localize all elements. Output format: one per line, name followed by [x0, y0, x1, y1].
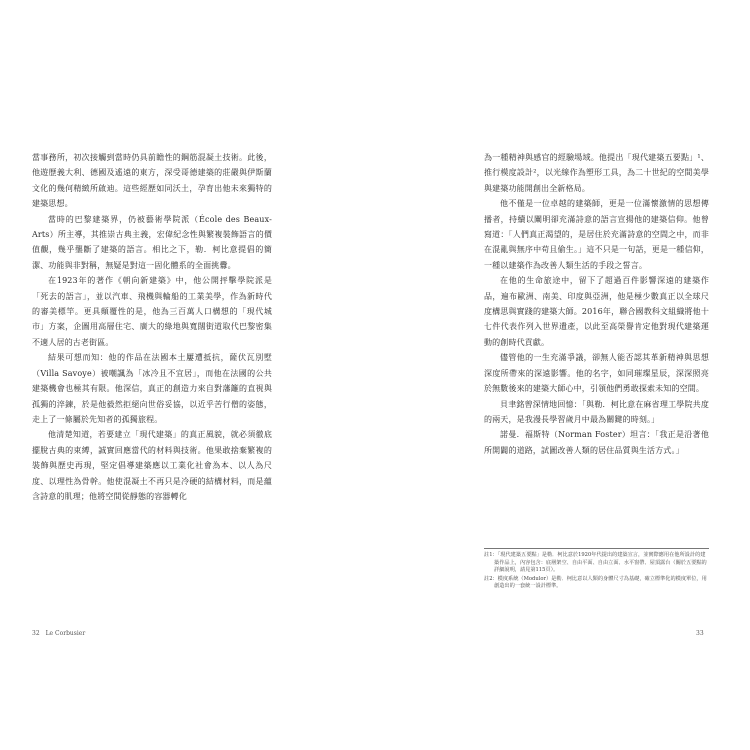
left-page-number: 32 — [32, 630, 40, 637]
right-page — [484, 150, 709, 458]
right-page-number: 33 — [696, 630, 704, 637]
right-paragraph-6: 諾曼．福斯特（Norman Foster）坦言：「我正是沿著他所開闢的道路，試圖改善人類的居住品質與生活方式。」 — [484, 430, 709, 455]
left-paragraph-1: 當事務所，初次接觸到當時仍具前瞻性的鋼筋混凝土技術。此後，他遊歷義大利、德國及遙遠的東方，深受哥德建築的莊嚴與伊斯蘭文化的幾何精緻所啟迪。這些經歷如同沃土，孕育出他未來獨特的建築思想。 — [32, 153, 272, 209]
footnotes — [484, 548, 709, 592]
running-head: Le Corbusier — [45, 630, 86, 637]
footnote-1: 註1：「現代建築五要點」是勒．柯比意於1920年代提出的建築宣言，並實際應用在他所設計的建築作品上，內容包含：底層架空、自由平面、自由立面、水平窗帶、屋頂露台（關於五要點的詳細說明，請見第115頁）。 — [484, 552, 707, 574]
left-folio — [32, 630, 85, 637]
left-paragraph-2: 當時的巴黎建築界，仍被藝術學院派（École des Beaux-Arts）所主導，其推崇古典主義，宏偉紀念性與繁複裝飾語言的價值觀，幾乎壟斷了建築的語言。相比之下，勒．柯比意提倡的簡潔、功能與非對稱，無疑是對這一固化體系的全面挑釁。 — [32, 214, 272, 270]
right-paragraph-2: 他不僅是一位卓越的建築師，更是一位滿懷激情的思想傳播者，持續以闡明卻充滿詩意的語言宣揚他的建築信仰。他曾寫道：「人們真正渴望的，是居住於充滿詩意的空間之中，而非在混亂與無序中苟且偷生。」這不只是一句話，更是一種信仰，一種以建築作為改善人類生活的手段之誓言。 — [484, 199, 709, 270]
left-paragraph-3: 在1923年的著作《朝向新建築》中，他公開抨擊學院派是「死去的語言」，並以汽車、飛機與輪船的工業美學，作為新時代的審美標竿。更具顛覆性的是，他為三百萬人口構想的「現代城市」方案，企圖用高層住宅、廣大的綠地與寬闊街道取代巴黎密集不適人居的古老街區。 — [32, 276, 272, 347]
footnote-2: 註2：模度系統（Modulor）是勒．柯比意以人類的身體尺寸為基礎，確立標準化的模度單位，用創造出的一套統一設計標準。 — [484, 575, 707, 590]
right-paragraph-4: 儘管他的一生充滿爭議，卻無人能否認其革新精神與思想深度所帶來的深遠影響。他的名字，如同璀璨星辰，深深照亮於無數後來的建築大師心中，引領他們勇敢探索未知的空間。 — [484, 353, 709, 394]
right-paragraph-1: 為一種精神與感官的經驗場域。他提出「現代建築五要點」¹、推行模度設計²，以光線作為塑形工具，為二十世紀的空間美學與建築功能開創出全新格局。 — [484, 153, 709, 193]
left-paragraph-4: 結果可想而知：他的作品在法國本土屢遭抵抗，薩伏瓦別墅（Villa Savoye）被嘲諷為「冰冷且不宜居」，而他在法國的公共建築機會也極其有限。他深信，真正的創造力來自對藩籬的直視與孤獨的淬鍊，於是他毅然拒絕向世俗妥協，以近乎苦行僧的姿態，走上了一條屬於先知者的孤獨旅程。 — [32, 353, 272, 424]
left-page — [32, 150, 272, 504]
right-folio — [696, 630, 704, 637]
right-paragraph-3: 在他的生命旅途中，留下了超過百件影響深遠的建築作品，遍布歐洲、南美、印度與亞洲，他是極少數真正以全球尺度構思與實踐的建築大師。2016年，聯合國教科文組織將他十七件代表作列入世界遺產，以此至高榮譽肯定他對現代建築運動的創時代貢獻。 — [484, 276, 709, 347]
right-paragraph-5: 貝聿銘曾深情地回憶：「與勒．柯比意在麻省理工學院共度的兩天，是我漫長學習歲月中最為關鍵的時刻。」 — [484, 399, 709, 424]
left-paragraph-5: 他清楚知道，若要建立「現代建築」的真正風貌，就必須徹底擺脫古典的束縛，誠實回應當代的材料與技術。他果敢捨棄繁複的裝飾與歷史再現，堅定倡導建築應以工業化社會為本、以人為尺度、以理性為骨幹。他使混凝土不再只是冷硬的結構材料，而是蘊含詩意的肌理；他將空間從靜態的容器轉化 — [32, 430, 272, 501]
